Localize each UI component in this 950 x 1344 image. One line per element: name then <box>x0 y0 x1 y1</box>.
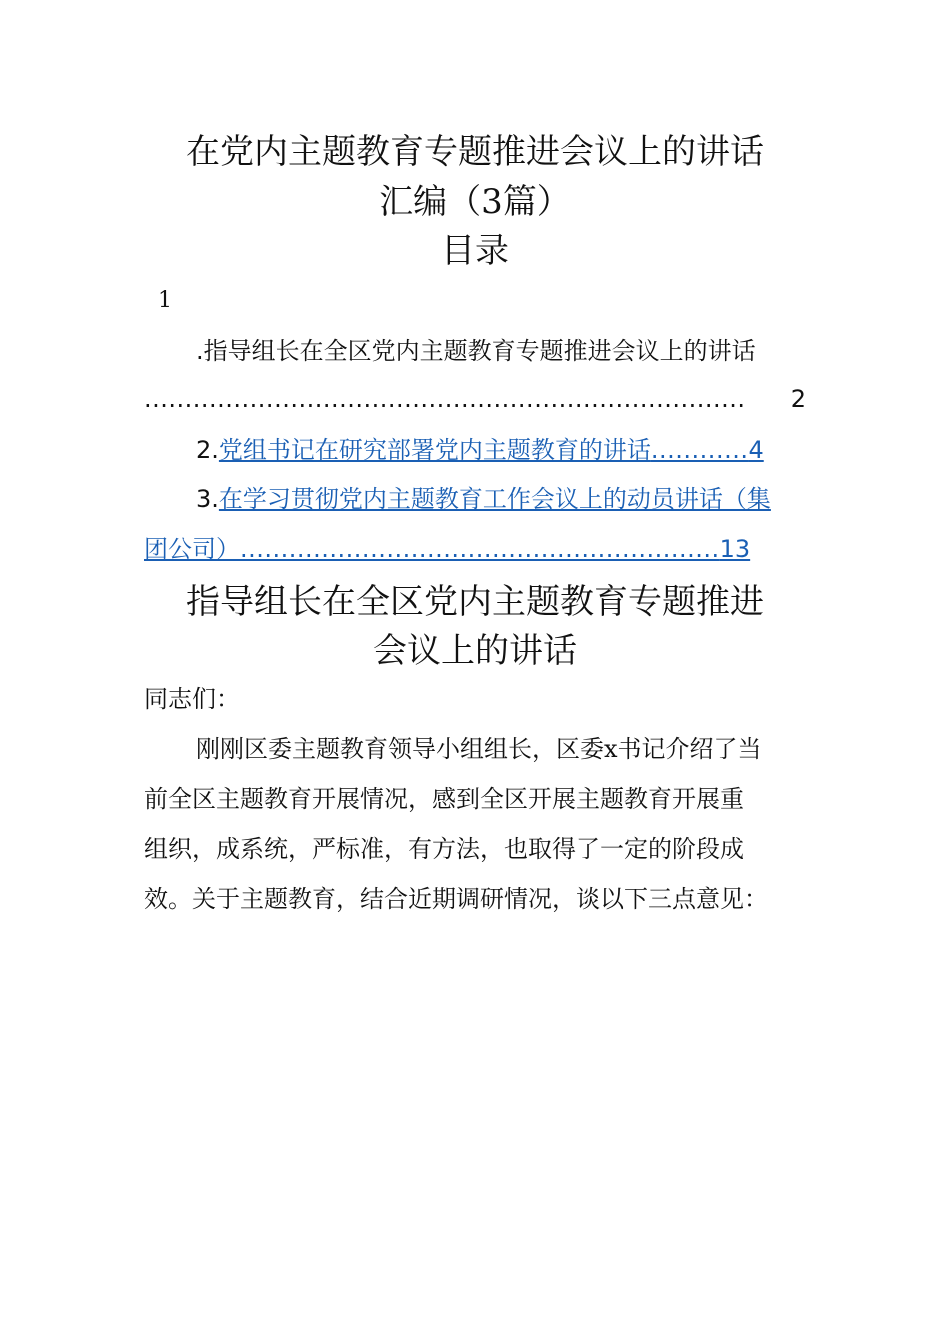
title-line2-prefix: 汇编（ <box>379 182 482 222</box>
toc-item1-dots: .......................................................................... <box>144 385 746 413</box>
toc-item1-text[interactable]: .指导组长在全区党内主题教育专题推进会议上的讲话 <box>196 337 756 365</box>
toc-item2[interactable] <box>196 433 764 467</box>
paragraph-line: 组织，成系统，严标准，有方法，也取得了一定的阶段成 <box>144 835 744 863</box>
toc-item1-page: 2 <box>790 385 806 413</box>
toc-item3-link[interactable]: 在学习贯彻党内主题教育工作会议上的动员讲话（集 <box>218 485 771 513</box>
paragraph-line: 前全区主题教育开展情况，感到全区开展主题教育开展重 <box>144 785 744 813</box>
toc-item3-number: 3. <box>196 485 219 513</box>
paragraph-line: 刚刚区委主题教育领导小组组长，区委x书记介绍了当 <box>196 735 762 763</box>
toc-item3-link-continued[interactable]: 团公司）...........................................................13 <box>144 535 751 563</box>
toc-heading: 目录 <box>441 231 509 271</box>
document-title-line2 <box>0 178 950 226</box>
document-title: 在党内主题教育专题推进会议上的讲话 <box>186 132 764 172</box>
toc-item3[interactable] <box>196 482 771 516</box>
title-count: 3 <box>481 182 503 222</box>
title-line2-suffix: 篇） <box>502 182 571 222</box>
toc-item1-leader[interactable] <box>144 382 806 416</box>
toc-item3-continued[interactable] <box>144 532 750 566</box>
salutation: 同志们： <box>144 685 240 713</box>
toc-item2-link[interactable]: 党组书记在研究部署党内主题教育的讲话............4 <box>218 436 764 464</box>
toc-item2-number: 2. <box>196 436 219 464</box>
article-heading-line2: 会议上的讲话 <box>373 631 577 671</box>
article-heading: 指导组长在全区党内主题教育专题推进 <box>186 582 764 622</box>
toc-item1-number: 1 <box>158 288 172 313</box>
paragraph-line: 效。关于主题教育，结合近期调研情况，谈以下三点意见： <box>144 885 768 913</box>
